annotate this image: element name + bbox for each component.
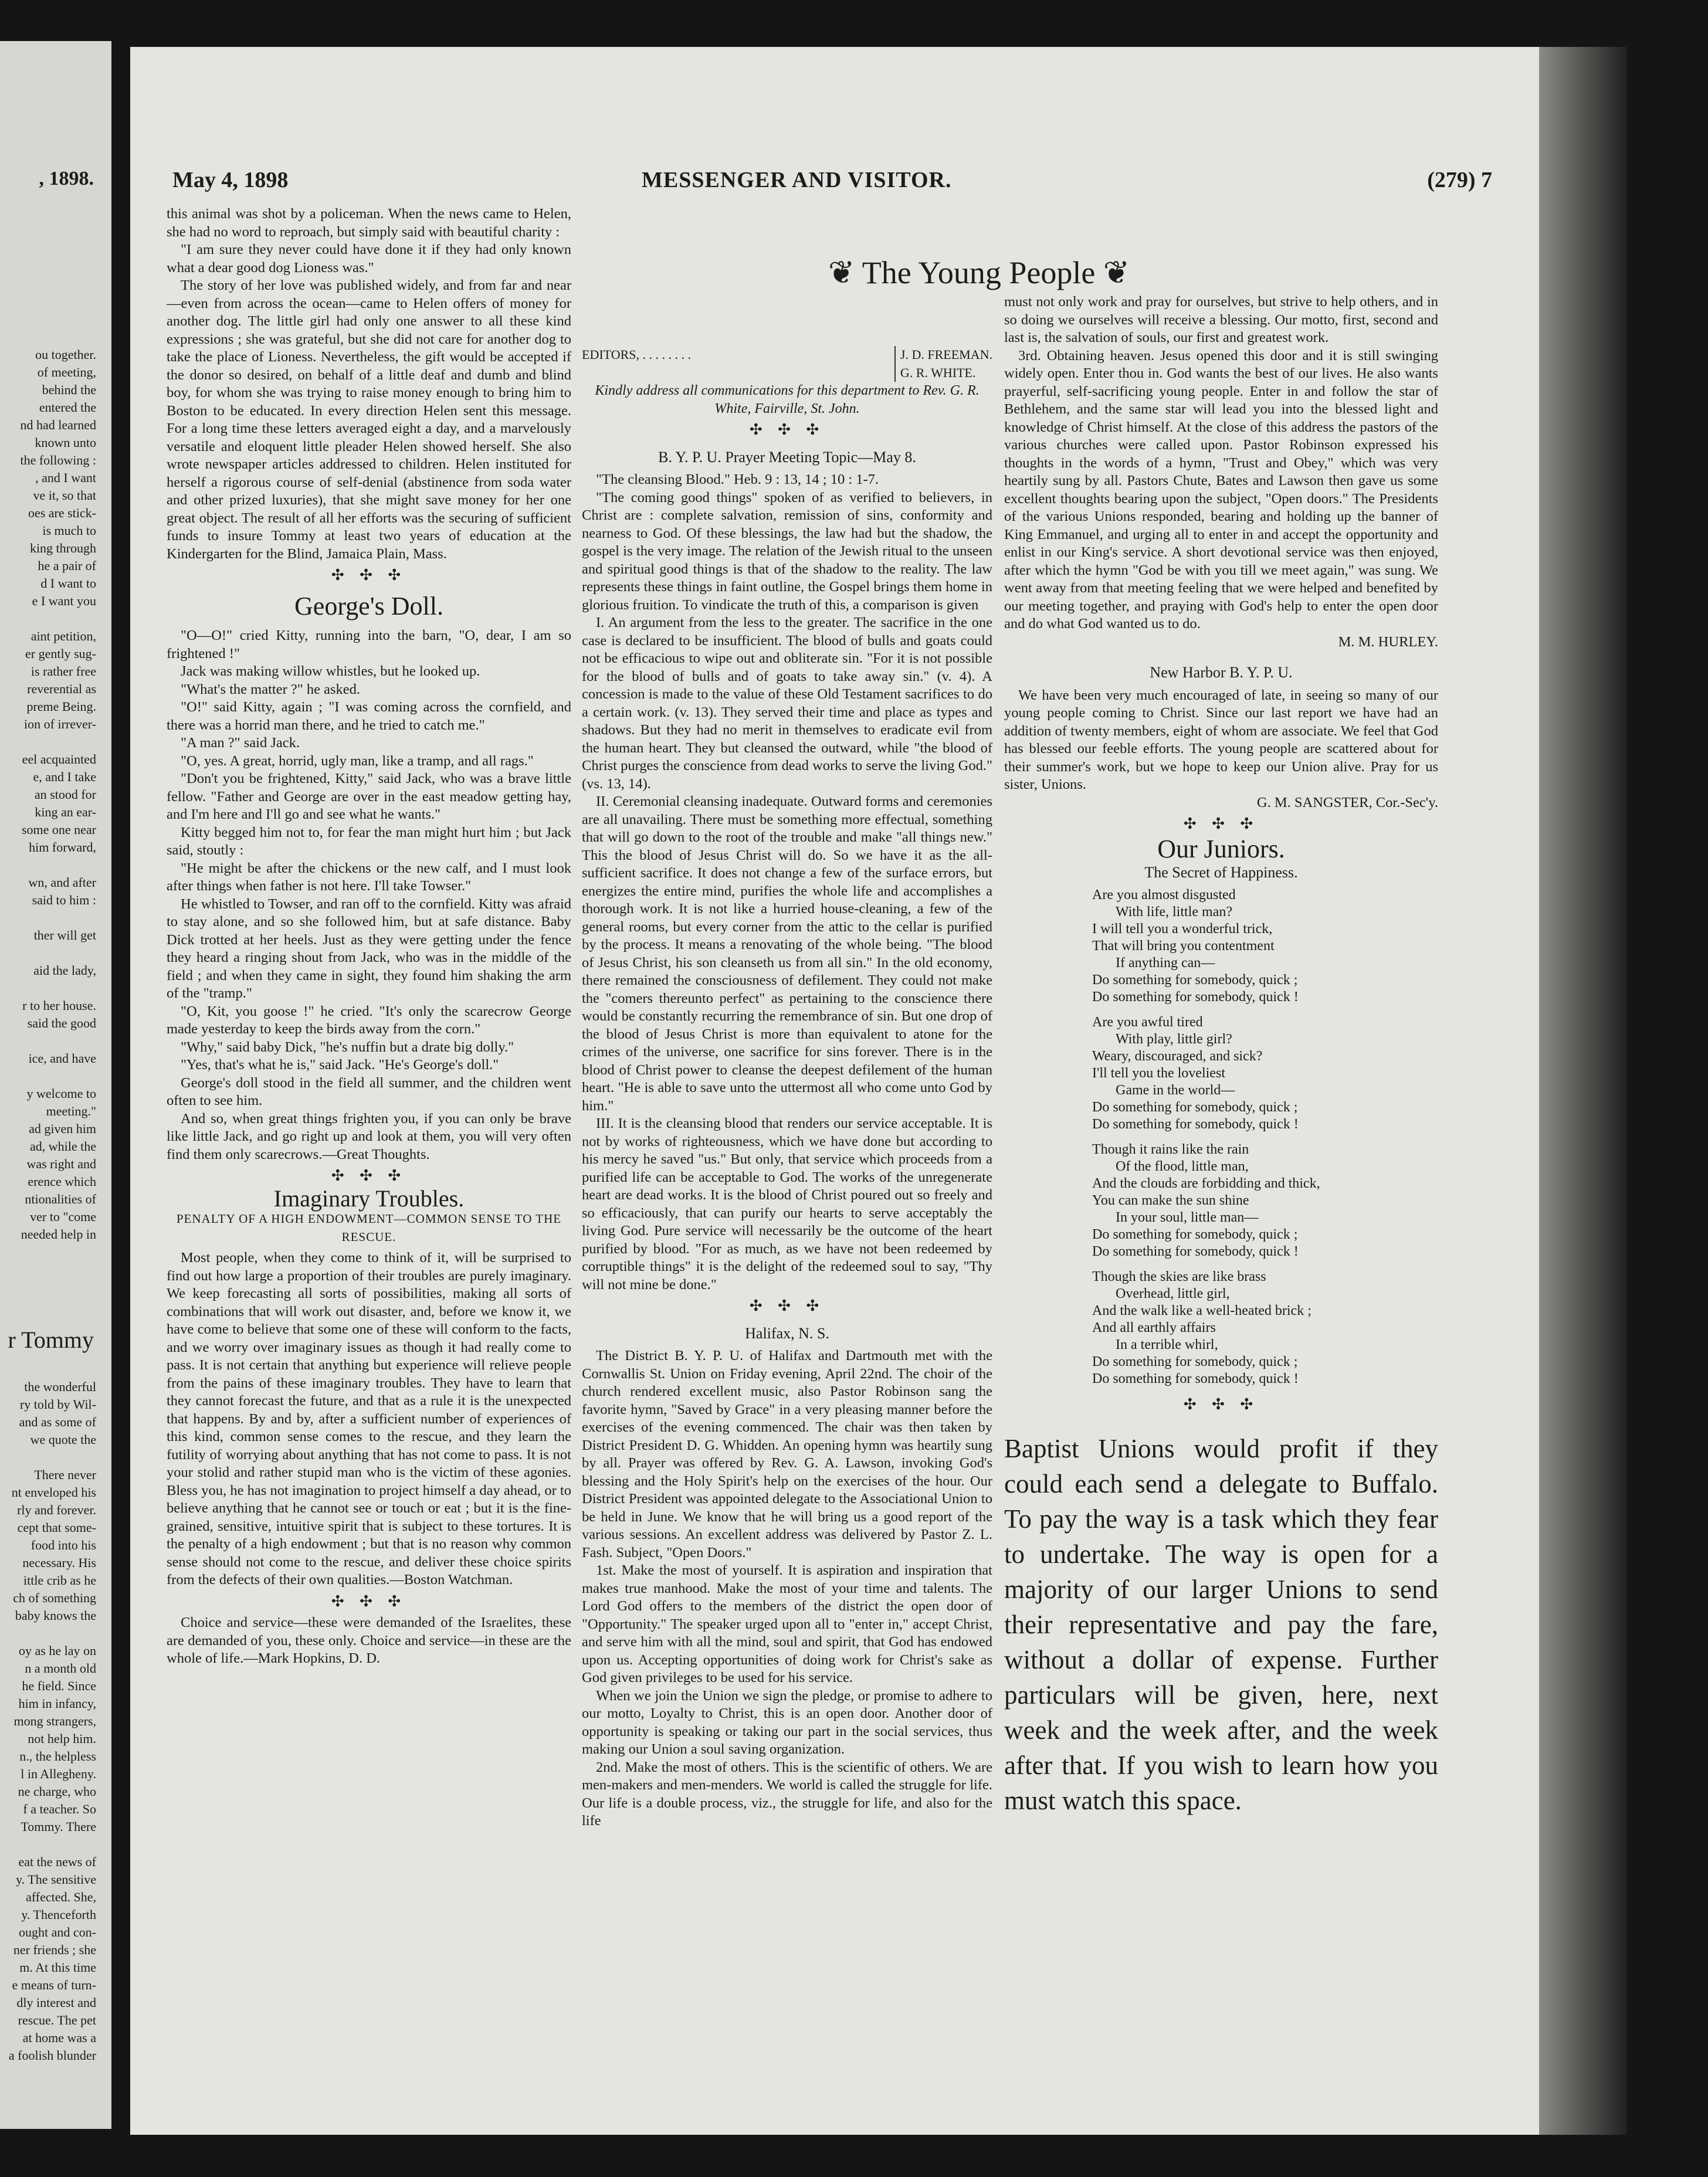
fragment-line: said the good (27, 1016, 96, 1030)
helen-story: The story of her love was published widely, and from far and near—even from across the ocean—came to Helen offers of money for another dog. The little girl had only one answer to all these kind expressions ; she was grateful, but she did not care for another dog to take the place of Lioness. Nevertheless, the gift would be accepted if the donor so desired, on behalf of a little deaf and dumb and blind boy, for whom she was trying to raise money enough to bring him to Boston to be educated. In every direction Helen sent this message. For a long time these letters averaged eight a day, and a marvelously versatile and eloquent little pleader Helen showed herself. She also wrote newspaper articles addressed to children. Helen instituted for herself a rigorous course of self-denial (abstinence from soda water and other prized luxuries), that she might save money for her one great object. The result of all her efforts was the securing of sufficient funds to insure Tommy at least two years of education at the Kindergarten for the Blind, Jamaica Plain, Mass. (167, 277, 571, 562)
helen-story-end: this animal was shot by a policeman. When the news came to Helen, she had no word to reproach, but simply said with beautiful charity : (167, 206, 571, 240)
fragment-line: cept that some- (17, 1520, 96, 1535)
poem-line: Do something for somebody, quick ; (1092, 1354, 1298, 1369)
editor-2: G. R. WHITE. (900, 365, 976, 380)
story-paragraph: George's doll stood in the field all summer, and the children went often to see him. (167, 1074, 571, 1108)
column-2 (582, 205, 1130, 1830)
story-paragraph: "Why," said baby Dick, "he's nuffin but a drate big dolly." (181, 1039, 514, 1055)
poem-line: Game in the world— (1116, 1082, 1235, 1098)
story-paragraph: "He might be after the chickens or the new calf, and I must look after things when father is not here. I'll take Towser." (167, 860, 571, 894)
fragment-line: nd had learned (20, 418, 96, 432)
poem-line: Do something for somebody, quick ! (1092, 989, 1299, 1005)
newspaper-page (130, 47, 1539, 2135)
fragment-line: was right and (26, 1157, 96, 1171)
george-doll-story (167, 627, 571, 1164)
fragment-line: ad, while the (29, 1139, 96, 1154)
topic-paragraph: III. It is the cleansing blood that renders our service acceptable. It is not by works of righteousness, which we have done but according to his mercy he saved "us." But only, that service which proceeds from a purified life can be acceptable to God. The works of the unregenerate heart are dead works. It is the blood of Christ poured out so freely and so efficaciously, that can purify our hearts to serve acceptably the living God. Pure service will necessarily be the outcome of the heart purified by blood. "For as much, as we have not been redeemed by corruptible things" it is the delight of the redeemed soul to say, "Thy will not mine be done." (582, 1115, 992, 1293)
fragment-line: ry told by Wil- (19, 1397, 96, 1412)
fragment-line: aid the lady, (33, 963, 96, 978)
ornament: ✣ ✣ ✣ (331, 567, 407, 584)
fragment-line (0, 610, 96, 628)
report-paragraph: When we join the Union we sign the pledge, or promise to adhere to our motto, Loyalty to Christ, this is an open door. Another door of opportunity is speaking or taking our part in the social services, thus making our Union a soul saving organization. (582, 1687, 992, 1757)
fragment-line (0, 856, 96, 874)
ornament: ✣ ✣ ✣ (749, 421, 825, 438)
fragment-line: he a pair of (38, 558, 96, 573)
fragment-line: n., the helpless (19, 1749, 96, 1764)
fragment-line: food into his (30, 1538, 96, 1552)
column-1 (167, 205, 571, 1668)
poem-stanza (1092, 1269, 1438, 1388)
prayer-topic-title: B. Y. P. U. Prayer Meeting Topic—May 8. (658, 448, 916, 466)
adjacent-text-2 (0, 1378, 96, 2064)
fragment-line: Tommy. There (21, 1819, 96, 1834)
fragment-line: dly interest and (16, 1995, 96, 2010)
story-paragraph: "Yes, that's what he is," said Jack. "He's George's doll." (181, 1057, 499, 1073)
ornament: ✣ ✣ ✣ (749, 1297, 825, 1314)
story-paragraph: "O, Kit, you goose !" he cried. "It's only the scarecrow George made yesterday to keep the birds away from the corn." (167, 1003, 571, 1037)
fragment-line: y. Thenceforth (21, 1907, 96, 1922)
topic-paragraph: II. Ceremonial cleansing inadequate. Outward forms and ceremonies are all unavailing. There must be something more effectual, something that will go down to the root of the trouble and make "all things new." This the blood of Jesus Christ will do. So we have it as the all-sufficient sacrifice. It does not change a few of the surface errors, but energizes the entire mind, purifies the whole life and accomplishes a thorough work. It is not like a hurried house-cleaning, a few of the general rooms, but every corner from the attic to the cellar is purified by the process. It means a renovating of the whole being. "The blood of Jesus Christ, his son cleanseth us from all sin." In the old economy, there remained the consciousness of defilement. They could not make the "comers thereunto perfect" as pertaining to the conscience there would be constantly recurring the remembrance of sin. But one drop of the blood of Jesus Christ is more than equivalent to atone for the crimes of the universe, one sacrifice for sins forever. There is in the blood of Christ power to cleanse the deepest defilement of the human heart. "He is able to save unto the uttermost all who come unto God by him." (582, 794, 992, 1114)
fragment-line: necessary. His (22, 1555, 96, 1570)
adjacent-heading: r Tommy (8, 1327, 94, 1353)
fragment-line: er gently sug- (25, 646, 96, 661)
george-doll-title: George's Doll. (294, 591, 443, 620)
fragment-line: ch of something (13, 1591, 96, 1605)
fragment-line: n a month old (25, 1661, 96, 1676)
hopkins-quote: Choice and service—these were demanded of the Israelites, these are demanded of you, these only. Choice and service—in these are the whole of life.—Mark Hopkins, D. D. (167, 1615, 571, 1666)
fragment-line: the wonderful (24, 1379, 96, 1394)
fragment-line: rescue. The pet (18, 2013, 96, 2027)
poem-line: Are you almost disgusted (1092, 887, 1236, 903)
fragment-line: mong strangers, (13, 1714, 96, 1728)
imaginary-troubles-subtitle: PENALTY OF A HIGH ENDOWMENT—COMMON SENSE TO THE RESCUE. (176, 1212, 562, 1244)
fragment-line (0, 944, 96, 962)
fragment-line: not help him. (28, 1731, 96, 1746)
fragment-line: meeting." (46, 1104, 96, 1118)
fragment-line: baby knows the (15, 1608, 96, 1623)
story-paragraph: He whistled to Towser, and ran off to the cornfield. Kitty was afraid to stay alone, and so she followed him, but at safe distance. Baby Dick trotted at her heels. Just as they were getting under the fence they heard a ringing shout from Jack, who was in the middle of the field ; and when they came in sight, they found him shaking the arm of the "tramp." (167, 896, 571, 1001)
fragment-line: ther will get (33, 928, 96, 942)
fragment-line: known unto (35, 435, 96, 450)
helen-quote: "I am sure they never could have done it if they had only known what a dear good dog Lioness was." (167, 242, 571, 276)
fragment-line: behind the (42, 382, 96, 397)
adjacent-text (0, 346, 96, 1243)
halifax-report (582, 1347, 992, 1830)
adjacent-year: , 1898. (39, 168, 94, 189)
story-paragraph: "O—O!" cried Kitty, running into the barn, "O, dear, I am so frightened !" (167, 628, 571, 662)
poem-line: And the clouds are forbidding and thick, (1092, 1175, 1320, 1191)
buffalo-notice: Baptist Unions would profit if they could each send a delegate to Buffalo. To pay the way is a task which they fear to undertake. The way is open for a majority of our larger Unions to send their representative and pay the fare, without a dollar of expense. Further particulars will be given, here, next week and the week after, and the week after that. If you wish to learn how you must watch this space. (1004, 1434, 1438, 1815)
fragment-line (0, 909, 96, 927)
signature-sangster: G. M. SANGSTER, Cor.-Sec'y. (1256, 794, 1438, 811)
fragment-line: ve it, so that (33, 488, 96, 503)
topic-paragraph: "The coming good things" spoken of as verified to believers, in Christ are : complete salvation, remission of sins, conformity and nearness to God. Of these blessings, the law had but the shadow, the gospel is the very image. The relation of the Jewish ritual to the unseen and spiritual good things is that of the shadow to the reality. The law represents these things in faint outline, the Gospel brings them home in glorious fruition. To vindicate the truth of this, a comparison is given (582, 489, 992, 613)
poem-line: Do something for somebody, quick ! (1092, 1371, 1299, 1386)
our-juniors-title: Our Juniors. (1157, 834, 1285, 863)
poem-line: Overhead, little girl, (1116, 1286, 1230, 1301)
halifax-continued: must not only work and pray for ourselves, but strive to help others, and in so doing we ourselves will receive a blessing. Our motto, first, second and last is, the salvation of souls, our first and greatest work. (1004, 294, 1438, 345)
fragment-line: a foolish blunder (8, 2048, 96, 2063)
halifax-third-point: 3rd. Obtaining heaven. Jesus opened this door and it is still swinging widely open. Enter thou in. God wants the best of our lives. He also wants prayerful, self-sacrificing young people. Enter in and follow the star of Bethlehem, and the same star will lead you into the blessed light and knowledge of Christ himself. At the close of this address the pastors of the various churches were called upon. Pastor Robinson expressed his thoughts in the words of a hymn, "Trust and Obey," which was very heartily sung by all. Pastors Chute, Bates and Lawson then gave us some excellent thoughts bearing upon the subject, "Open doors." The Presidents of the various Unions responded, bearing and holding up the banner of King Emmanuel, and urging all to enter in and accept the opportunity and enlist in our King's service. A short devotional service was then enjoyed, after which the hymn "God be with you till we meet again," was sung. We went away from that meeting feeling that we were helped and benefited by our meeting together, and praying with God's help to enter the open door and do what God wanted us to do. (1004, 347, 1438, 632)
fragment-line (0, 1449, 96, 1466)
fragment-line: affected. She, (26, 1890, 96, 1904)
fragment-line: some one near (21, 822, 96, 837)
fragment-line (0, 979, 96, 997)
poem-line: Do something for somebody, quick ; (1092, 1226, 1298, 1242)
ornament: ✣ ✣ ✣ (331, 1592, 407, 1610)
editors-box (582, 346, 992, 382)
fragment-line: ion of irrever- (24, 717, 96, 731)
ornament: ✣ ✣ ✣ (331, 1167, 407, 1184)
fragment-line: There never (34, 1467, 96, 1482)
issue-date: May 4, 1898 (172, 168, 289, 192)
story-paragraph: Kitty begged him not to, for fear the man might hurt him ; but Jack said, stoutly : (167, 824, 571, 858)
ornament: ✣ ✣ ✣ (1183, 1395, 1259, 1413)
fragment-line: an stood for (34, 787, 96, 802)
fragment-line: d I want to (40, 576, 96, 591)
imaginary-troubles-body: Most people, when they come to think of it, will be surprised to find out how large a proportion of their troubles are purely imaginary. We keep forecasting all sorts of possibilities, making all sorts of combinations that will work out disaster, and, before we know it, we have come to believe that some one of these will conform to the facts, and we worry over imaginary issues as though it had really come to pass. It is not certain that anything but experience will relieve people from the pains of these imaginary troubles. They have to learn that they cannot forecast the future, and that as a rule it is the unexpected that happens. By and by, after a sufficient number of experiences of this kind, common sense comes to the rescue, and they learn the futility of worrying about anything that has not come to pass. It is not your stolid and rather stupid man who is the victim of these agonies. Bless you, he has not imagination to project himself a day ahead, or to believe anything that he cannot see or touch or eat ; but it is the fine-grained, sensitive, intuitive spirit that is subject to these tortures. It is the penalty of a high endowment ; but that is no reason why common sense should not come to the rescue, and deliver these choice spirits from the defects of their own qualities.—Boston Watchman. (167, 1250, 571, 1588)
poem-line: And the walk like a well-heated brick ; (1092, 1303, 1312, 1318)
fragment-line (0, 1625, 96, 1642)
topic-paragraph: I. An argument from the less to the greater. The sacrifice in the one case is declared to be insufficient. The blood of bulls and goats could not be efficacious to wipe out and obliterate sin. "For it is not possible for the blood of bulls and of goats to take away sin." (v. 4). A concession is made to the value of these Old Testament sacrifices to do a certain work. (v. 13). They served their time and place as types and shadows. But they had no merit in themselves to eradicate evil from the human heart. They but cleansed the outward, while "the blood of Christ purges the conscience from dead works to serve the living God." (vs. 13, 14). (582, 615, 992, 792)
editor-1: J. D. FREEMAN. (900, 347, 992, 362)
halifax-title: Halifax, N. S. (745, 1324, 829, 1342)
fragment-line: ad given him (29, 1121, 96, 1136)
column-3 (1004, 293, 1438, 1818)
fragment-line: y. The sensitive (16, 1872, 96, 1887)
fragment-line: l in Allegheny. (21, 1766, 96, 1781)
fragment-line: him in infancy, (18, 1696, 96, 1711)
fragment-line: ne charge, who (18, 1784, 96, 1799)
fragment-line: ntionalities of (25, 1192, 96, 1206)
fragment-line (0, 1032, 96, 1050)
fragment-line: the following : (20, 453, 96, 467)
fragment-line: erence which (28, 1174, 96, 1189)
story-paragraph: "What's the matter ?" he asked. (181, 681, 361, 697)
poem-title: The Secret of Happiness. (1144, 864, 1298, 881)
story-paragraph: And so, when great things frighten you, if you can only be brave like little Jack, and go right up and look at them, you will very often find them only scarecrows.—Great Thoughts. (167, 1110, 571, 1162)
fragment-line: oy as he lay on (19, 1643, 96, 1658)
leaf-ornament-icon: ❦ (828, 255, 862, 290)
fragment-line: e, and I take (33, 769, 96, 784)
prayer-topic-body (582, 489, 992, 1294)
fragment-line: we quote the (30, 1432, 96, 1447)
editors-label: EDITORS, . . . . . . . . (582, 347, 691, 362)
fragment-line: r to her house. (22, 998, 96, 1013)
new-harbor-title: New Harbor B. Y. P. U. (1150, 664, 1293, 681)
poem-line: You can make the sun shine (1092, 1192, 1249, 1208)
poem-line: Though it rains like the rain (1092, 1141, 1249, 1157)
fragment-line: king an ear- (35, 805, 96, 819)
story-paragraph: "O!" said Kitty, again ; "I was coming across the cornfield, and there was a horrid man there, and he tried to catch me." (167, 699, 571, 733)
fragment-line: is rather free (30, 664, 96, 679)
poem-line: Do something for somebody, quick ! (1092, 1243, 1299, 1259)
poem-line: Do something for somebody, quick ; (1092, 972, 1298, 988)
paper-title: MESSENGER AND VISITOR. (642, 168, 952, 192)
fragment-line: at home was a (22, 2030, 96, 2045)
poem-line: Weary, discouraged, and sick? (1092, 1048, 1263, 1064)
report-paragraph: 1st. Make the most of yourself. It is aspiration and inspiration that makes true manhood. Make the most of your time and talents. The Lord God offers to the members of the district the open door of "Opportunity." The speaker urged upon all to "enter in," accept Christ, and serve him with all the mind, soul and spirit, that God has endowed upon us. Accepting opportunities of doing work for Christ's sake as God given privileges to be used for his service. (582, 1562, 992, 1686)
fragment-line: e I want you (32, 594, 96, 608)
poem-secret-of-happiness (1092, 887, 1438, 1388)
editor-names (894, 346, 992, 382)
fragment-line: king through (29, 541, 96, 555)
fragment-line: nt enveloped his (11, 1485, 96, 1500)
young-people-heading: ❦ The Young People ❦ (828, 255, 1130, 290)
fragment-line: and as some of (19, 1415, 96, 1429)
poem-line: I will tell you a wonderful trick, (1092, 921, 1273, 937)
poem-line: If anything can— (1116, 955, 1215, 971)
imaginary-troubles-title: Imaginary Troubles. (273, 1185, 465, 1212)
story-paragraph: Jack was making willow whistles, but he looked up. (181, 663, 480, 679)
fragment-line: needed help in (21, 1227, 96, 1242)
fragment-line: is much to (42, 523, 96, 538)
masthead (172, 167, 1492, 202)
fragment-line (0, 733, 96, 751)
fragment-line (0, 1836, 96, 1853)
poem-line: In your soul, little man— (1116, 1209, 1259, 1225)
poem-line: Do something for somebody, quick ; (1092, 1099, 1298, 1115)
story-paragraph: "O, yes. A great, horrid, ugly man, like a tramp, and all rags." (181, 752, 534, 769)
poem-line: Do something for somebody, quick ! (1092, 1116, 1299, 1132)
new-harbor-report: We have been very much encouraged of late, in seeing so many of our young people coming to Christ. Since our last report we have had an addition of twenty members, eight of whom are associate. We feel that God has blessed our feeble efforts. The young people are scattered about for their summer's work, but we hope to keep our Union alive. Pray for us sister, Unions. (1004, 687, 1438, 792)
poem-stanza (1092, 1014, 1438, 1133)
poem-line: And all earthly affairs (1092, 1320, 1216, 1335)
leaf-ornament-icon: ❦ (1095, 255, 1130, 290)
story-paragraph: "Don't you be frightened, Kitty," said Jack, who was a brave little fellow. "Father and George are over in the east meadow getting hay, and I'm here and I'll go and see what he wants." (167, 771, 571, 822)
page-number: (279) 7 (1427, 168, 1492, 192)
fragment-line (0, 1067, 96, 1085)
signature-hurley: M. M. HURLEY. (1338, 633, 1438, 650)
fragment-line: he field. Since (22, 1678, 96, 1693)
fragment-line: ou together. (35, 347, 96, 362)
poem-line: With life, little man? (1116, 904, 1232, 920)
fragment-line: of meeting, (37, 365, 96, 379)
book-binding-edge (1539, 47, 1627, 2135)
fragment-line: eat the news of (18, 1854, 96, 1869)
fragment-line: ought and con- (19, 1925, 96, 1939)
address-note: Kindly address all communications for this department to Rev. G. R. White, Fairville, St. John. (595, 383, 980, 416)
fragment-line: ver to "come (30, 1209, 96, 1224)
fragment-line: f a teacher. So (23, 1802, 96, 1816)
fragment-line: e means of turn- (12, 1978, 96, 1992)
ornament: ✣ ✣ ✣ (1183, 815, 1259, 832)
report-paragraph: The District B. Y. P. U. of Halifax and Dartmouth met with the Cornwallis St. Union on Friday evening, April 22nd. The choir of the church rendered excellent music, also Pastor Robinson sang the favorite hymn, "Saved by Grace" in a very pleasing manner before the exercises of the evening commenced. The chair was then taken by District President D. G. Whidden. An opening hymn was heartily sung by all. Prayer was offered by Rev. G. A. Lawson, invoking God's blessing and the Holy Spirit's help on the exercises of the hour. Our District President was appointed delegate to the Associational Union to be held in June. We know that he will bring us a good report of the various sessions. An excellent address was delivered by Pastor Z. L. Fash. Subject, "Open Doors." (582, 1348, 992, 1561)
fragment-line: y welcome to (26, 1086, 96, 1101)
fragment-line: oes are stick- (28, 506, 96, 520)
poem-line: Though the skies are like brass (1092, 1269, 1266, 1284)
poem-stanza (1092, 887, 1438, 1006)
poem-line: Are you awful tired (1092, 1014, 1203, 1030)
fragment-line: reverential as (27, 681, 96, 696)
fragment-line: said to him : (32, 893, 96, 907)
prayer-topic-ref: "The cleansing Blood." Heb. 9 : 13, 14 ; 10 : 1-7. (596, 472, 879, 487)
poem-line: That will bring you contentment (1092, 938, 1275, 954)
fragment-line: entered the (39, 400, 96, 415)
story-paragraph: "A man ?" said Jack. (181, 735, 300, 751)
fragment-line: preme Being. (26, 699, 96, 714)
fragment-line: ner friends ; she (13, 1942, 96, 1957)
fragment-line: , and I want (35, 470, 96, 485)
adjacent-page-fragment (0, 41, 111, 2129)
poem-line: In a terrible whirl, (1116, 1337, 1218, 1352)
poem-line: I'll tell you the loveliest (1092, 1065, 1225, 1081)
poem-line: Of the flood, little man, (1116, 1158, 1249, 1174)
fragment-line: rly and forever. (17, 1503, 96, 1517)
poem-stanza (1092, 1141, 1438, 1260)
fragment-line: m. At this time (19, 1960, 96, 1975)
fragment-line: aint petition, (30, 629, 96, 643)
fragment-line: ice, and have (28, 1051, 96, 1066)
fragment-line: eel acquainted (22, 752, 96, 767)
fragment-line: him forward, (29, 840, 96, 854)
report-paragraph: 2nd. Make the most of others. This is the scientific of others. We are men-makers and men-menders. We world is called the struggle for life. Our life is a double process, viz., the struggle for life, and also for the life (582, 1759, 992, 1829)
fragment-line: wn, and after (28, 875, 96, 890)
poem-line: With play, little girl? (1116, 1031, 1232, 1047)
fragment-line: ittle crib as he (23, 1573, 96, 1588)
